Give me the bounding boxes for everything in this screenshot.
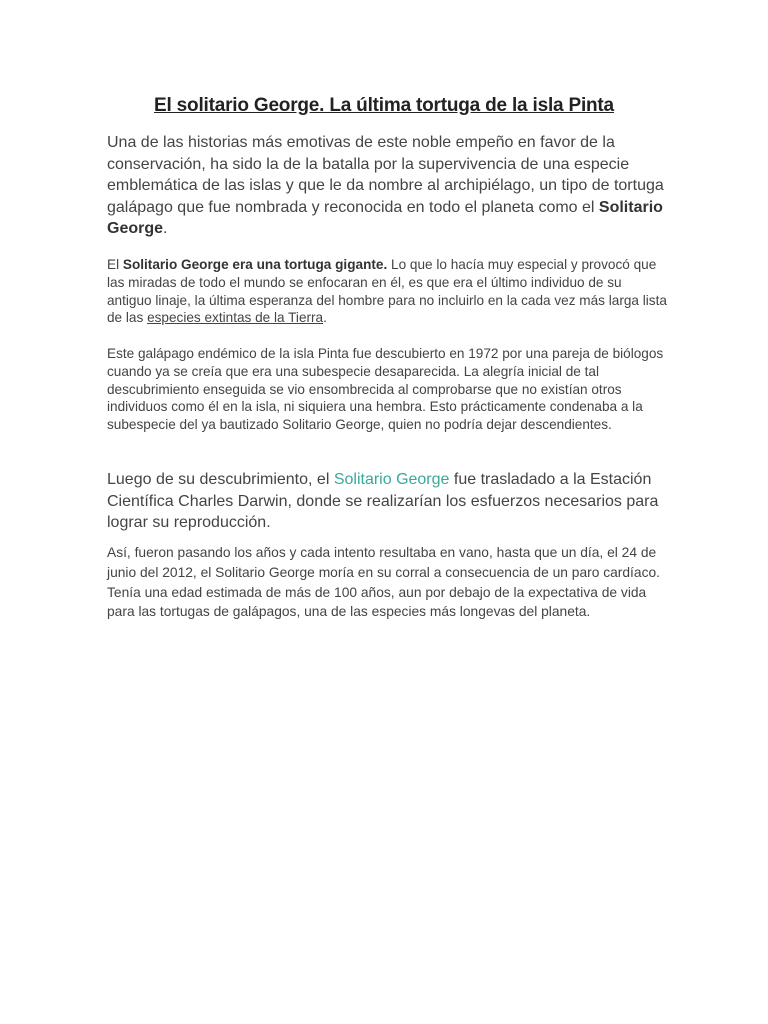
paragraph-giant-tortoise-bold: Solitario George era una tortuga gigante. — [122, 257, 388, 272]
paragraph-intro-bold: Solitario George — [107, 198, 663, 237]
paragraph-giant-tortoise-start: El — [107, 257, 123, 272]
solitario-george-link[interactable]: Solitario George — [333, 471, 450, 488]
paragraph-intro — [107, 132, 667, 240]
paragraph-transfer-end: fue trasladado a la Estación Científica Charles Darwin, donde se realizarían los esfuerzos necesarios para lograr su reproducción. — [107, 471, 659, 531]
paragraph-intro-end: . — [163, 220, 168, 237]
extinct-species-link[interactable]: especies extintas de la Tierra — [147, 310, 324, 326]
paragraph-giant-tortoise-text: Lo que lo hacía muy especial y provocó que las miradas de todo el mundo se enfocaran en él, es que era el último individuo de su antiguo linaje, la última esperanza del hombre para no incluirlo en la cada vez más larga lista de las — [107, 257, 667, 326]
paragraph-giant-tortoise-end: . — [323, 310, 327, 326]
paragraph-intro-text: Una de las historias más emotivas de este noble empeño en favor de la conservación, ha sido la de la batalla por la supervivencia de una especie emblemática de las islas y que le da nombre al archipiélago, un tipo de tortuga galápago que fue nombrada y reconocida en todo el planeta como el — [107, 134, 664, 216]
paragraph-discovery: Este galápago endémico de la isla Pinta fue descubierto en 1972 por una pareja de biólogos cuando ya se creía que era una subespecie desaparecida. La alegría inicial de tal descubrimiento enseguida se vio ensombrecida al comprobarse que no existían otros individuos como él en la isla, ni siquiera una hembra. Esto prácticamente condenaba a la subespecie del ya bautizado Solitario George, quien no podría dejar descendientes. — [107, 346, 664, 433]
paragraph-transfer-start: Luego de su descubrimiento, el — [107, 471, 334, 488]
paragraph-giant-tortoise — [107, 256, 667, 327]
page-title: El solitario George. La última tortuga de la isla Pinta — [154, 95, 614, 116]
paragraph-transfer — [107, 469, 667, 534]
paragraph-death: Así, fueron pasando los años y cada intento resultaba en vano, hasta que un día, el 24 de junio del 2012, el Solitario George moría en su corral a consecuencia de un paro cardíaco. Tenía una edad estimada de más de 100 años, aun por debajo de la expectativa de vida para las tortugas de galápagos, una de las especies más longevas del planeta. — [107, 545, 660, 620]
